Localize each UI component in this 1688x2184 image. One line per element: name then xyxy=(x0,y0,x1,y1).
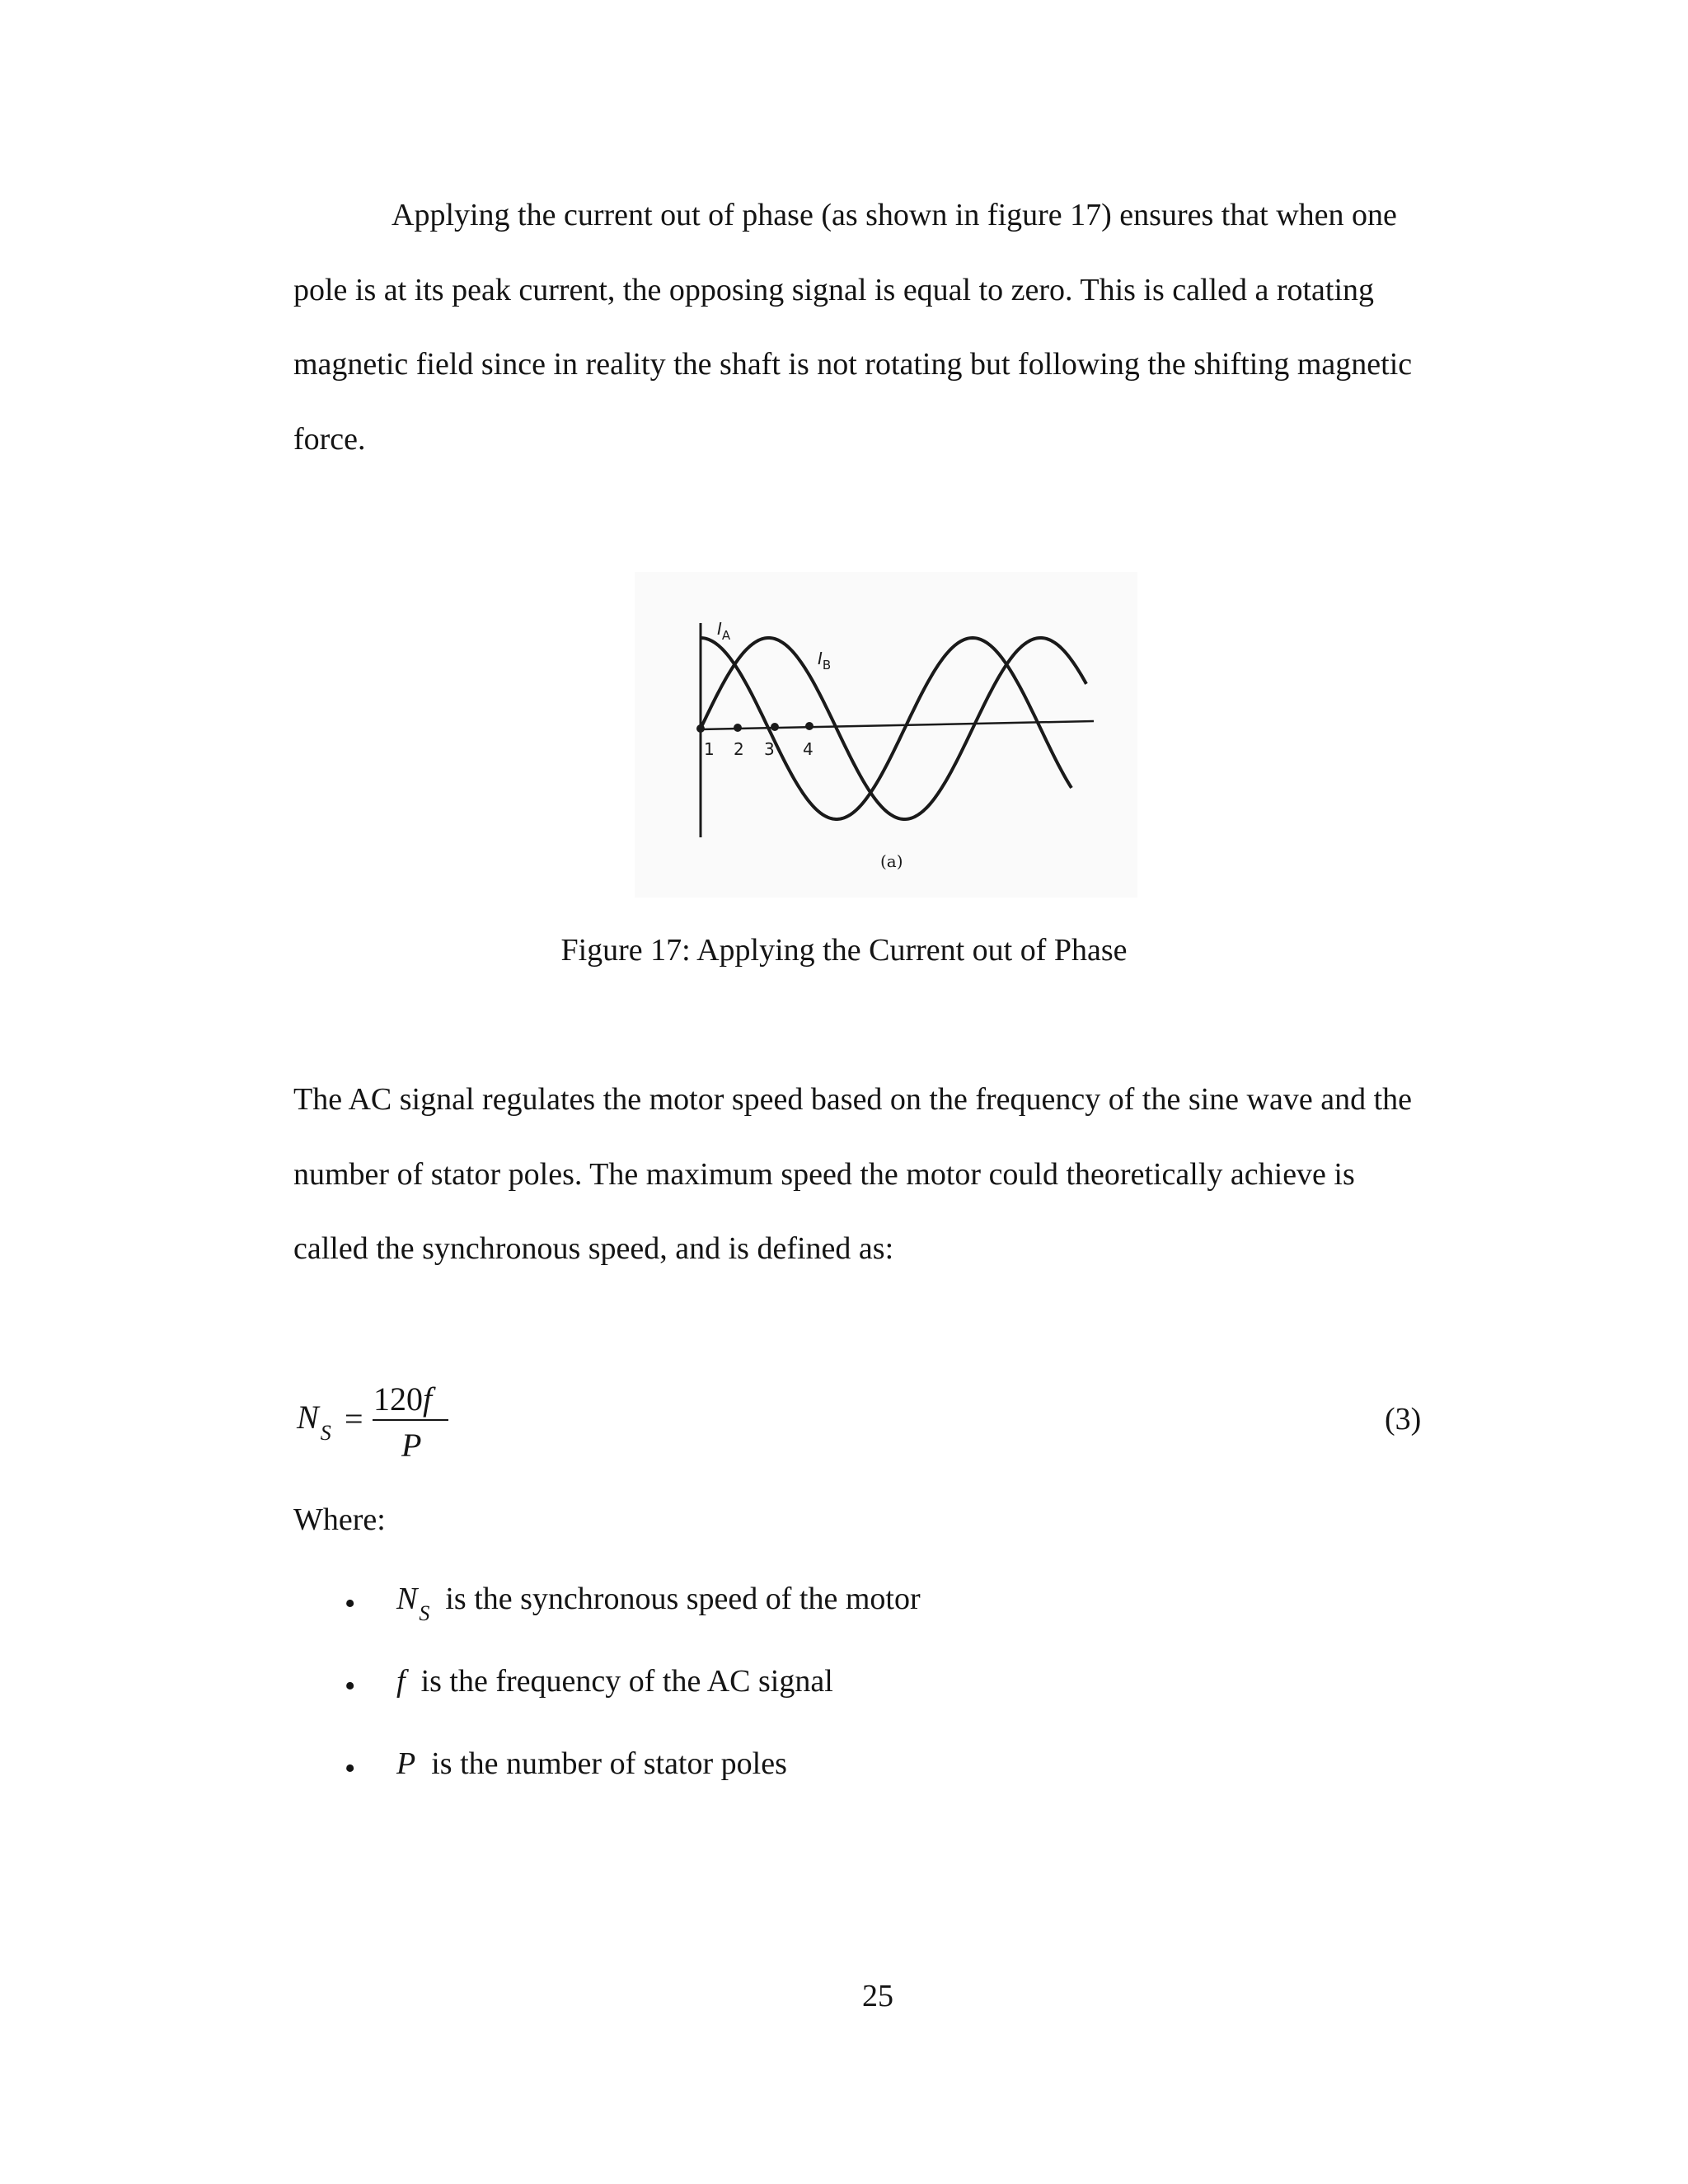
horizontal-axis xyxy=(701,721,1094,729)
point-3-marker xyxy=(771,723,779,731)
paragraph-1-line-4: force. xyxy=(293,422,366,457)
point-4-marker xyxy=(805,722,814,730)
bullet-marker: • xyxy=(345,1751,356,1786)
point-1-label: 1 xyxy=(704,739,715,759)
where-label: Where: xyxy=(293,1502,386,1537)
equation-number: (3) xyxy=(1385,1402,1422,1436)
phase-waveform-diagram xyxy=(635,572,1137,898)
paragraph-1-line-3: magnetic field since in reality the shaft is not rotating but following the shifting magnetic xyxy=(293,347,1413,382)
equation-equals: = xyxy=(345,1400,363,1437)
definition-text: f is the frequency of the AC signal xyxy=(396,1664,833,1699)
page-number: 25 xyxy=(862,1979,893,2013)
definition-text: $N_S$ is the synchronous speed of the motor xyxy=(396,1582,921,1625)
paragraph-2-line-2: number of stator poles. The maximum speed the motor could theoretically achieve is xyxy=(293,1157,1355,1192)
bullet-marker: • xyxy=(345,1586,356,1621)
figure-caption: Figure 17: Applying the Current out of Phase xyxy=(560,933,1128,968)
definition-text: P is the number of stator poles xyxy=(396,1746,787,1781)
paragraph-1-line-1: Applying the current out of phase (as shown in figure 17) ensures that when one xyxy=(392,198,1397,232)
current-a-label: $I_A$ xyxy=(717,619,731,643)
point-3-label: 3 xyxy=(764,739,775,759)
point-4-label: 4 xyxy=(803,739,814,759)
paragraph-2-line-1: The AC signal regulates the motor speed based on the frequency of the sine wave and the xyxy=(293,1082,1413,1117)
current-b-label: $I_B$ xyxy=(818,649,832,673)
equation-numerator: 120f xyxy=(373,1380,433,1418)
figure-sublabel: (a) xyxy=(880,851,903,871)
point-2-label: 2 xyxy=(734,739,744,759)
equation-lhs: $N_S$ xyxy=(297,1399,331,1445)
paragraph-2-line-3: called the synchronous speed, and is defined as: xyxy=(293,1231,894,1266)
equation-fraction-bar xyxy=(373,1419,448,1421)
point-2-marker xyxy=(734,724,742,732)
point-1-marker xyxy=(696,724,705,733)
paragraph-1-line-2: pole is at its peak current, the opposing signal is equal to zero. This is called a rotating xyxy=(293,273,1375,307)
figure-17 xyxy=(635,572,1137,898)
bullet-marker: • xyxy=(345,1669,356,1704)
equation-denominator: P xyxy=(401,1427,422,1464)
